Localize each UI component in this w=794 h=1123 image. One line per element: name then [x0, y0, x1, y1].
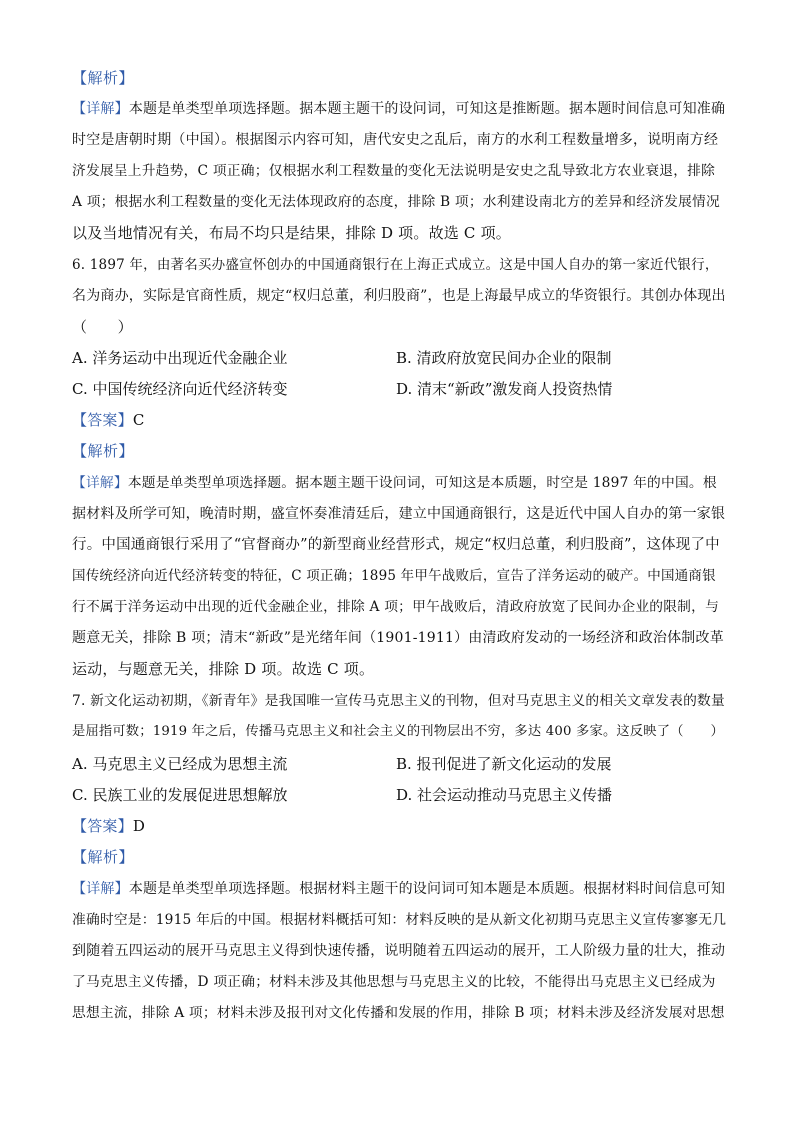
- answer-tag: 【答案】: [72, 817, 133, 835]
- answer-value: D: [132, 817, 146, 835]
- option-c: C. 民族工业的发展促进思想解放: [72, 786, 288, 804]
- analysis-heading: 【解析】: [72, 442, 135, 460]
- option-b: B. 报刊促进了新文化运动的发展: [396, 755, 612, 773]
- question-6-stem: 6. 1897 年，由著名买办盛宣怀创办的中国通商银行在上海正式成立。这是中国人自办的第一家近代银行，: [72, 257, 719, 273]
- question-6-stem: （ ）: [72, 318, 133, 336]
- answer-line: [72, 410, 145, 430]
- detail-line: 【详解】本题是单类型单项选择题。根据材料主题干的设问词可知本题是本质题。根据材料时间信息可知: [72, 881, 726, 897]
- detail-line: 思想主流，排除 A 项；材料未涉及报刊对文化传播和发展的作用，排除 B 项；材料未涉及经济发展对思想: [72, 1005, 725, 1021]
- detail-tag: 【详解】: [72, 475, 128, 491]
- option-b: B. 清政府放宽民间办企业的限制: [396, 349, 612, 367]
- detail-line: 据材料及所学可知，晚清时期，盛宣怀奏准清廷后，建立中国通商银行，这是近代中国人自办的第一家银: [72, 506, 726, 522]
- detail-line: 时空是唐朝时期（中国）。根据图示内容可知，唐代安史之乱后，南方的水利工程数量增多，说明南方经: [72, 132, 719, 148]
- detail-tag: 【详解】: [72, 101, 129, 117]
- option-c: C. 中国传统经济向近代经济转变: [72, 380, 288, 398]
- detail-line: 行不属于洋务运动中出现的近代金融企业，排除 A 项；甲午战败后，清政府放宽了民间办企业的限制，与: [72, 599, 720, 615]
- option-a: A. 洋务运动中出现近代金融企业: [72, 349, 288, 367]
- option-a: A. 马克思主义已经成为思想主流: [72, 755, 288, 773]
- detail-line: 济发展呈上升趋势，C 项正确；仅根据水利工程数量的变化无法说明是安史之乱导致北方农业衰退，排除: [72, 163, 716, 179]
- option-d: D. 清末“新政”激发商人投资热情: [396, 380, 613, 398]
- answer-value: C: [132, 411, 145, 429]
- detail-line: 行。中国通商银行采用了“官督商办”的新型商业经营形式，规定“权归总董，利归股商”，这体现了中: [72, 537, 720, 553]
- detail-line: 题意无关，排除 B 项；清末“新政”是光绪年间（1901-1911）由清政府发动的一场经济和政治体制改革: [72, 630, 724, 646]
- detail-line: 以及当地情况有关，布局不均只是结果，排除 D 项。故选 C 项。: [72, 224, 511, 242]
- detail-line: A 项；根据水利工程数量的变化无法体现政府的态度，排除 B 项；水利建设南北方的差异和经济发展情况: [72, 194, 720, 210]
- option-d: D. 社会运动推动马克思主义传播: [396, 786, 613, 804]
- detail-line: 【详解】本题是单类型单项选择题。据本题主题干设问词，可知这是本质题，时空是 1897 年的中国。根: [72, 475, 717, 491]
- detail-tag: 【详解】: [72, 881, 129, 897]
- answer-line: [72, 816, 145, 836]
- detail-line: 国传统经济向近代经济转变的特征，C 项正确；1895 年甲午战败后，宣告了洋务运动的破产。中国通商银: [72, 568, 716, 584]
- detail-line: 运动，与题意无关，排除 D 项。故选 C 项。: [72, 660, 375, 678]
- analysis-heading: 【解析】: [72, 69, 135, 87]
- question-6-stem: 名为商办，实际是官商性质，规定“权归总董，利归股商”，也是上海最早成立的华资银行。其创办体现出: [72, 288, 726, 304]
- answer-tag: 【答案】: [72, 411, 133, 429]
- detail-line: 准确时空是：1915 年后的中国。根据材料概括可知：材料反映的是从新文化初期马克思主义宣传寥寥无几: [72, 912, 727, 928]
- question-7-stem: 是屈指可数；1919 年之后，传播马克思主义和社会主义的刊物层出不穷，多达 400 多家。这反映了（ ）: [72, 724, 725, 739]
- detail-line: 了马克思主义传播，D 项正确；材料未涉及其他思想与马克思主义的比较，不能得出马克思主义已经成为: [72, 974, 716, 990]
- analysis-heading: 【解析】: [72, 848, 135, 866]
- question-7-stem: 7. 新文化运动初期，《新青年》是我国唯一宣传马克思主义的刊物，但对马克思主义的相关文章发表的数量: [72, 693, 725, 709]
- detail-line: 【详解】本题是单类型单项选择题。据本题主题干的设问词，可知这是推断题。据本题时间信息可知准确: [72, 101, 726, 117]
- detail-line: 到随着五四运动的展开马克思主义得到快速传播，说明随着五四运动的展开，工人阶级力量的壮大，推动: [72, 943, 726, 959]
